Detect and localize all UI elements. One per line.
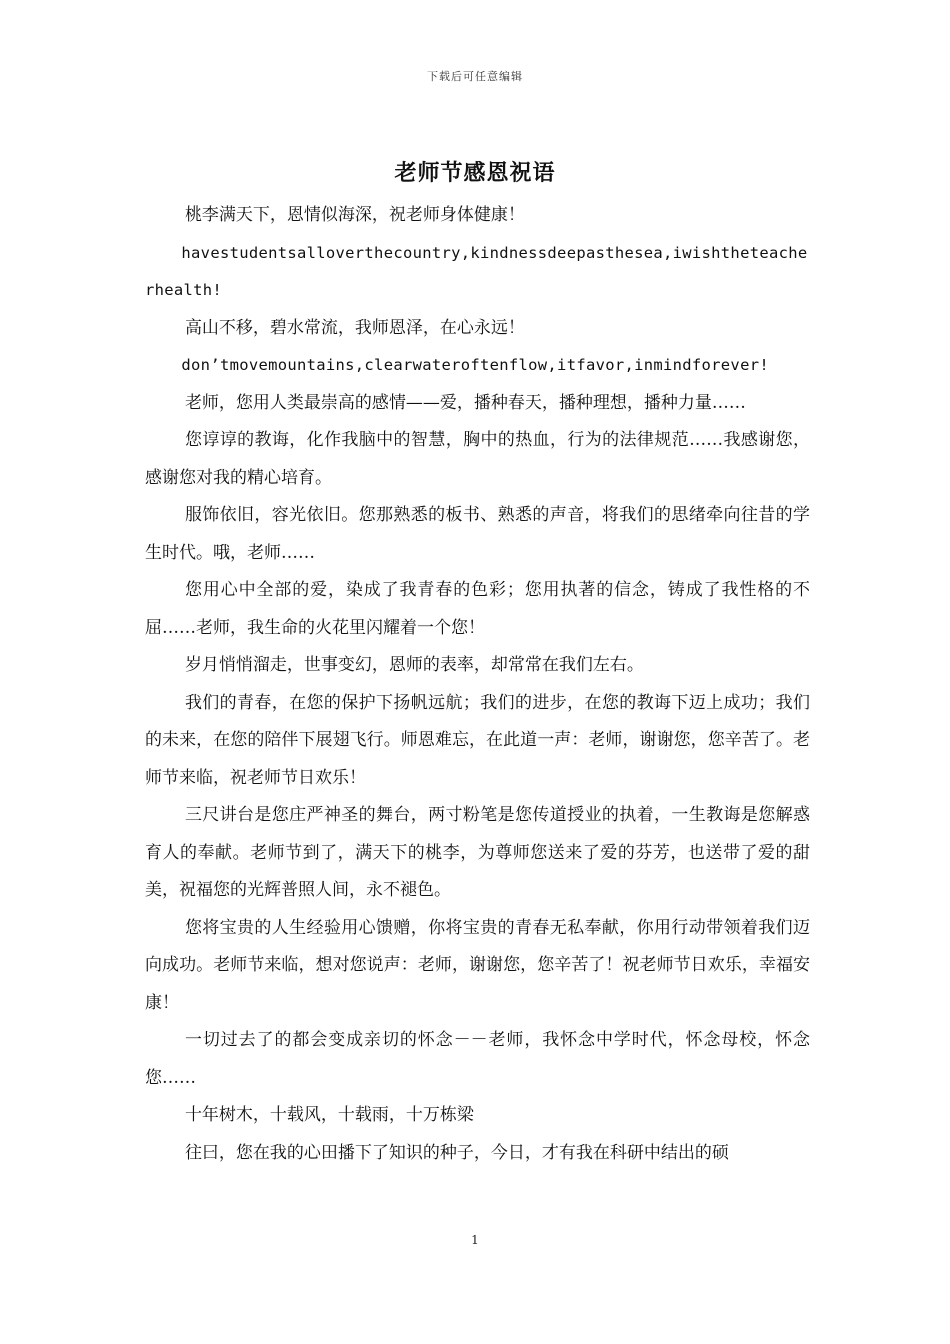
paragraph: 一切过去了的都会变成亲切的怀念－－老师，我怀念中学时代，怀念母校，怀念您……	[145, 1030, 810, 1088]
paragraph: 十年树木，十载风，十载雨，十万栋梁	[184, 1105, 474, 1125]
paragraph: 您用心中全部的爱，染成了我青春的色彩；您用执著的信念，铸成了我性格的不屈……老师，我生命的火花里闪耀着一个您！	[145, 580, 810, 638]
paragraph: 高山不移，碧水常流，我师恩泽，在心永远！	[184, 317, 525, 338]
paragraph: 您将宝贵的人生经验用心馈赠，你将宝贵的青春无私奉献，你用行动带领着我们迈向成功。老师节来临，想对您说声：老师，谢谢您，您辛苦了！祝老师节日欢乐，幸福安康！	[145, 917, 810, 1013]
paragraph: 桃李满天下，恩情似海深，祝老师身体健康！	[184, 205, 525, 225]
paragraph: 我们的青春，在您的保护下扬帆远航；我们的进步，在您的教诲下迈上成功；我们的未来，在您的陪伴下展翅飞行。师恩难忘，在此道一声：老师，谢谢您，您辛苦了。老师节来临，祝老师节日欢乐！	[145, 692, 810, 788]
paragraph: 您谆谆的教诲，化作我脑中的智慧，胸中的热血，行为的法律规范……我感谢您，感谢您对我的精心培育。	[145, 430, 810, 488]
paragraph: 老师，您用人类最崇高的感情——爱，播种春天，播种理想，播种力量……	[184, 392, 746, 413]
paragraph: havestudentsalloverthecountry,kindnessdeepasthesea,iwishtheteacherhealth!	[145, 243, 808, 299]
page-number: 1	[471, 1233, 479, 1247]
paragraph: 三尺讲台是您庄严神圣的舞台，两寸粉笔是您传道授业的执着，一生教诲是您解惑育人的奉献。老师节到了，满天下的桃李，为尊师您送来了爱的芬芳，也送带了爱的甜美，祝福您的光辉普照人间，永不褪色。	[145, 805, 810, 900]
header-note: 下载后可任意编辑	[427, 70, 523, 83]
document-body	[145, 197, 810, 1172]
paragraph: don’tmovemountains,clearwateroftenflow,itfavor,inmindforever!	[181, 356, 769, 374]
paragraph: 往曰，您在我的心田播下了知识的种子，今日，才有我在科研中结出的硕	[184, 1142, 729, 1163]
paragraph: 岁月悄悄溜走，世事变幻，恩师的表率，却常常在我们左右。	[184, 655, 644, 675]
paragraph: 服饰依旧，容光依旧。您那熟悉的板书、熟悉的声音，将我们的思绪牵向往昔的学生时代。哦，老师……	[145, 505, 810, 563]
document-title: 老师节感恩祝语	[394, 160, 556, 186]
